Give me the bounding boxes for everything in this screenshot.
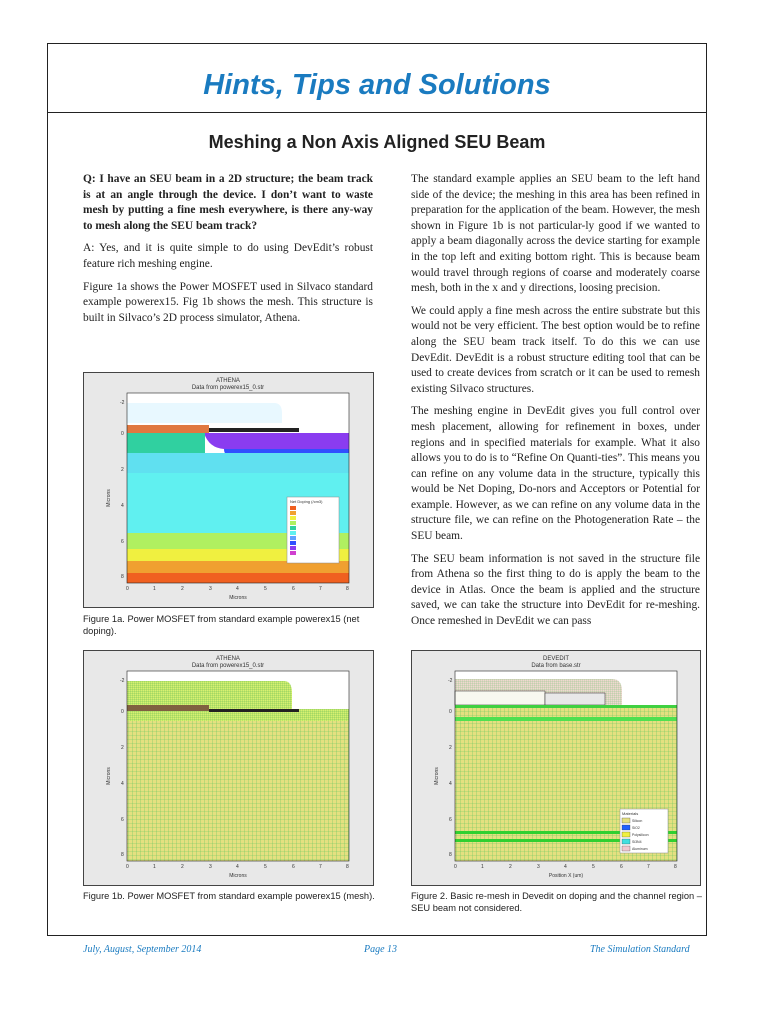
question-paragraph: Q: I have an SEU beam in a 2D structure; the beam track is at an angle through the device. I don’t want to waste mesh by putting a fine mesh everywhere, is there any-way to mesh along the SEU beam track? bbox=[83, 173, 373, 232]
fig1a-ytick: 8 bbox=[121, 574, 124, 580]
fig2-ytick: 0 bbox=[449, 709, 452, 715]
fig2-legend-label: Silicon bbox=[632, 819, 643, 823]
fig2-legend-label: SiO2 bbox=[632, 826, 640, 830]
fig2-legend-label: Aluminum bbox=[632, 847, 648, 851]
figure-1b bbox=[83, 650, 374, 886]
fig1a-ytick: 4 bbox=[121, 503, 124, 509]
fig1a-xtick: 6 bbox=[292, 586, 295, 592]
fig2-xlabel: Position X (um) bbox=[548, 873, 584, 879]
fig1b-xtick: 6 bbox=[292, 864, 295, 870]
fig1b-ytick: 2 bbox=[121, 745, 124, 751]
fig2-ytick: 8 bbox=[449, 852, 452, 858]
fig1b-ytick: -2 bbox=[120, 678, 125, 684]
fig1b-ytick: 4 bbox=[121, 781, 124, 787]
fig1b-tool: ATHENA bbox=[216, 656, 240, 662]
fig1b-ylabel: Microns bbox=[106, 767, 112, 785]
fig1a-ytick: 0 bbox=[121, 431, 124, 437]
body-paragraph-2: We could apply a fine mesh across the entire substrate but this would not be very efficient. The best option would be to refine along the SEU beam track itself. To do this we can use DevEdit. DevEdit is a robust structure editing tool that can be used to create devices from scratch or it can be used to remesh existing Silvaco structures. bbox=[411, 304, 700, 395]
fig2-xtick: 8 bbox=[674, 864, 677, 870]
fig2-plot bbox=[455, 671, 677, 861]
fig1b-ytick: 8 bbox=[121, 852, 124, 858]
fig1a-xtick: 0 bbox=[126, 586, 129, 592]
fig1a-xtick: 7 bbox=[319, 586, 322, 592]
fig1b-xtick: 5 bbox=[264, 864, 267, 870]
fig2-legend-title: Materials bbox=[622, 811, 639, 816]
fig1b-ytick: 0 bbox=[121, 709, 124, 715]
fig2-ylabel: Microns bbox=[434, 767, 440, 785]
right-column bbox=[411, 172, 700, 637]
fig1a-tool: ATHENA bbox=[216, 378, 240, 384]
fig1b-xtick: 1 bbox=[153, 864, 156, 870]
fig2-xtick: 0 bbox=[454, 864, 457, 870]
fig2-tool: DEVEDIT bbox=[542, 656, 570, 662]
left-column bbox=[83, 172, 373, 333]
fig1a-subtitle: Data from powerex15_0.str bbox=[191, 385, 265, 391]
fig1a-ylabel: Microns bbox=[106, 489, 112, 507]
fig2-xtick: 1 bbox=[481, 864, 484, 870]
fig1b-xtick: 4 bbox=[236, 864, 239, 870]
fig1a-xtick: 3 bbox=[209, 586, 212, 592]
body-paragraph-3: The meshing engine in DevEdit gives you full control over mesh placement, allowing for refinement in boxes, under regions and in specified materials for example. What it also allows you to do is to “Refine On Quanti-ties”. This means you can refine on any volume data in the structure, typically this would be Net Doping, Do-nors and Acceptors or Potential for example. However, as we can refine on any volume data in the structure file, we can refine on the Photogeneration Rate – the SEU beam. bbox=[411, 405, 700, 543]
fig2-xtick: 3 bbox=[537, 864, 540, 870]
fig2-xtick: 7 bbox=[647, 864, 650, 870]
body-paragraph-4: The SEU beam information is not saved in the structure file from Athena so the first thing to do is apply the beam to the device in Atlas. Once the beam is applied and the structure saved, we can take the structure into DevEdit for re-meshing. Once remeshed in DevEdit we can pass bbox=[411, 552, 700, 628]
fig2-ytick: 2 bbox=[449, 745, 452, 751]
body-paragraph-1: The standard example applies an SEU beam to the left hand side of the device; the meshing in this area has been refined in preparation for the application of the beam. However, the mesh shown in Figure 1b is not particular-ly good if we wanted to apply a beam diagonally across the device starting for example in the top left and exiting bottom right. This is because beam would travel through regions of coarse and moderately coarse mesh, both in the x and y directions, loosing precision. bbox=[411, 173, 700, 295]
fig1b-xtick: 2 bbox=[181, 864, 184, 870]
fig1b-subtitle: Data from powerex15_0.str bbox=[191, 663, 265, 669]
fig2-legend-label: Si3N4 bbox=[632, 840, 642, 844]
fig1a-caption: Figure 1a. Power MOSFET from standard example powerex15 (net doping). bbox=[83, 614, 360, 636]
footer-page-number: Page 13 bbox=[364, 944, 398, 955]
fig1a-xtick: 2 bbox=[181, 586, 184, 592]
fig2-xtick: 6 bbox=[620, 864, 623, 870]
fig2-legend-label: Polysilicon bbox=[632, 833, 649, 837]
fig1b-plot bbox=[127, 671, 349, 861]
fig1b-ytick: 6 bbox=[121, 817, 124, 823]
footer-publication: The Simulation Standard bbox=[590, 944, 690, 955]
fig1a-ytick: 6 bbox=[121, 539, 124, 545]
fig1b-caption: Figure 1b. Power MOSFET from standard example powerex15 (mesh). bbox=[83, 891, 375, 901]
fig2-caption: Figure 2. Basic re-mesh in Devedit on doping and the channel region – SEU beam not considered. bbox=[411, 891, 702, 913]
fig1a-xtick: 1 bbox=[153, 586, 156, 592]
intro-paragraph: Figure 1a shows the Power MOSFET used in Silvaco standard example powerex15. Fig 1b shows the mesh. This structure is built in Silvaco’s 2D process simulator, Athena. bbox=[83, 280, 373, 324]
fig1a-xtick: 5 bbox=[264, 586, 267, 592]
answer-paragraph: A: Yes, and it is quite simple to do using DevEdit’s robust feature rich meshing engine. bbox=[83, 242, 373, 270]
figure-1a bbox=[83, 372, 374, 608]
fig2-ytick: -2 bbox=[448, 678, 453, 684]
fig1b-xlabel: Microns bbox=[229, 873, 247, 879]
article-title: Meshing a Non Axis Aligned SEU Beam bbox=[208, 132, 546, 152]
fig1a-ytick: 2 bbox=[121, 467, 124, 473]
footer-date: July, August, September 2014 bbox=[83, 944, 202, 955]
fig1a-xtick: 8 bbox=[346, 586, 349, 592]
fig2-subtitle: Data from base.str bbox=[531, 663, 581, 669]
figure-2 bbox=[411, 650, 701, 886]
fig1a-ytick: -2 bbox=[120, 400, 125, 406]
fig2-ytick: 4 bbox=[449, 781, 452, 787]
fig2-xtick: 2 bbox=[509, 864, 512, 870]
fig1a-xlabel: Microns bbox=[229, 595, 247, 601]
fig1a-plot bbox=[127, 393, 349, 583]
fig1b-xtick: 7 bbox=[319, 864, 322, 870]
fig1b-xtick: 8 bbox=[346, 864, 349, 870]
banner bbox=[47, 43, 707, 113]
fig1a-xtick: 4 bbox=[236, 586, 239, 592]
fig2-ytick: 6 bbox=[449, 817, 452, 823]
fig2-xtick: 5 bbox=[592, 864, 595, 870]
fig1b-xtick: 3 bbox=[209, 864, 212, 870]
fig1b-xtick: 0 bbox=[126, 864, 129, 870]
fig1a-legend-title: Net Doping (/cm3) bbox=[290, 499, 323, 504]
fig2-xtick: 4 bbox=[564, 864, 567, 870]
banner-title: Hints, Tips and Solutions bbox=[203, 69, 551, 101]
